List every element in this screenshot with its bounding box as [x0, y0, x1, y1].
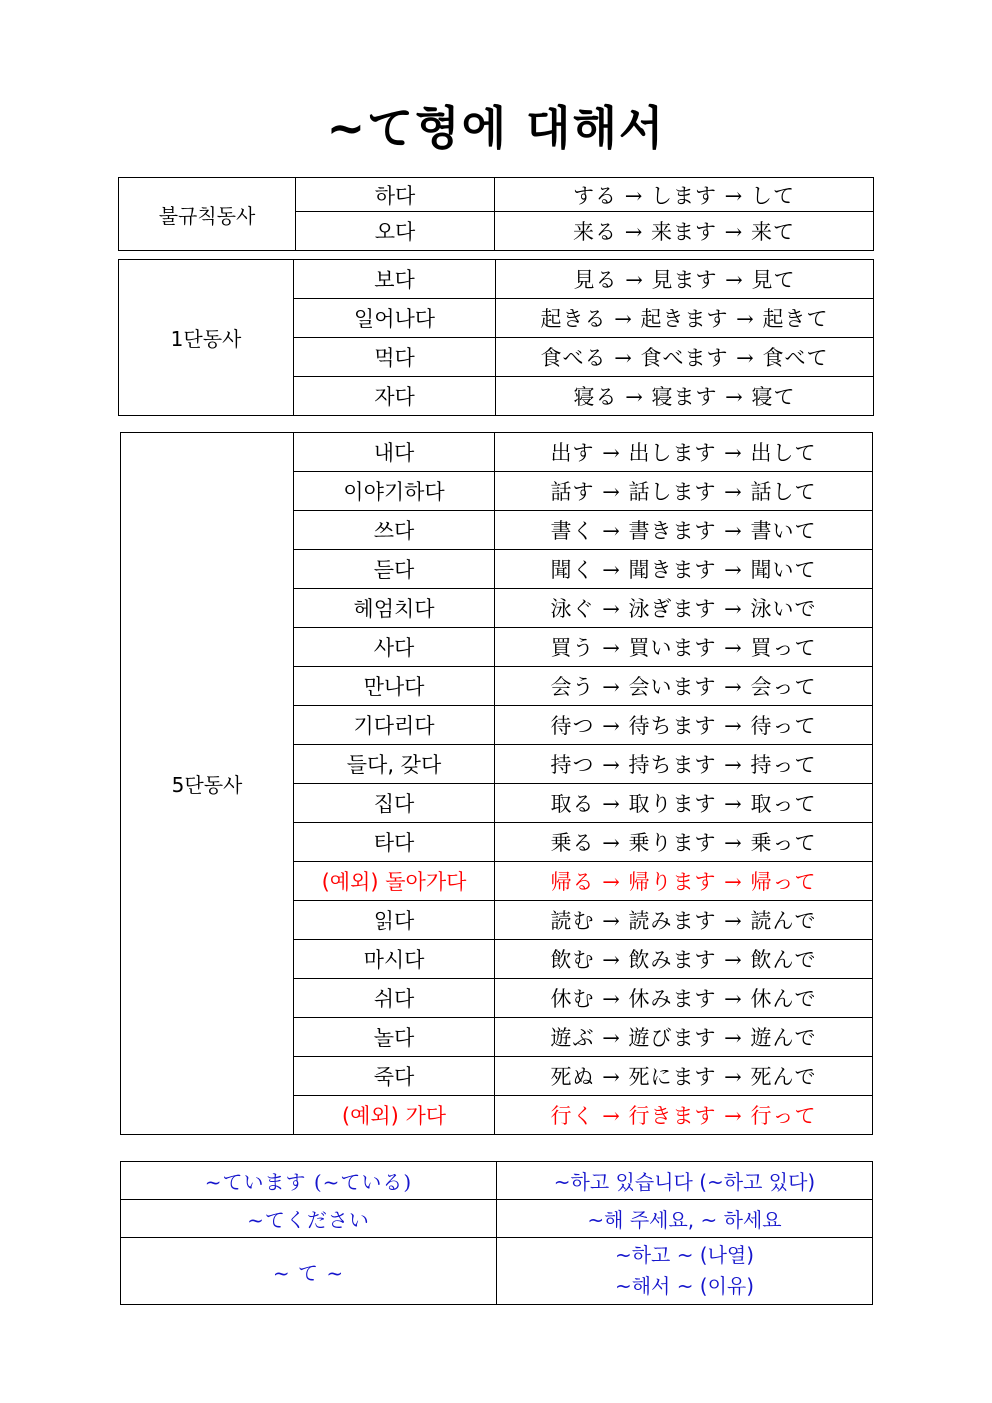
korean-meaning: 사다 [294, 628, 495, 667]
korean-meaning: 집다 [294, 784, 495, 823]
page-title: ~て형에 대해서 [326, 101, 666, 155]
conjugation: 泳ぐ → 泳ぎます → 泳いで [495, 589, 873, 628]
conjugation: 起きる → 起きます → 起きて [496, 299, 874, 338]
conjugation: 待つ → 待ちます → 待って [495, 706, 873, 745]
usage-form: ~てください [121, 1200, 497, 1238]
conjugation: 乗る → 乗ります → 乗って [495, 823, 873, 862]
korean-meaning: 헤엄치다 [294, 589, 495, 628]
korean-meaning: 이야기하다 [294, 472, 495, 511]
conjugation: 話す → 話します → 話して [495, 472, 873, 511]
usage-meaning [497, 1238, 873, 1305]
category-label: 5단동사 [121, 433, 294, 1135]
korean-meaning: 기다리다 [294, 706, 495, 745]
usage-meaning-line: ~해서 ~ (이유) [614, 1274, 755, 1298]
usage-meaning-line: ~하고 ~ (나열) [614, 1243, 755, 1267]
conjugation: 遊ぶ → 遊びます → 遊んで [495, 1018, 873, 1057]
conjugation: 見る → 見ます → 見て [496, 260, 874, 299]
usage-meaning: ~해 주세요, ~ 하세요 [497, 1200, 873, 1238]
usage-form: ~ています (~ている) [121, 1162, 497, 1200]
conjugation-exception: 行く → 行きます → 行って [495, 1096, 873, 1135]
korean-meaning: 쉬다 [294, 979, 495, 1018]
conjugation: 飲む → 飲みます → 飲んで [495, 940, 873, 979]
korean-meaning: 보다 [294, 260, 496, 299]
korean-meaning: 먹다 [294, 338, 496, 377]
conjugation: 会う → 会います → 会って [495, 667, 873, 706]
korean-meaning-exception: (예외) 가다 [294, 1096, 495, 1135]
conjugation: 持つ → 持ちます → 持って [495, 745, 873, 784]
usage-form: ~ て ~ [121, 1238, 497, 1305]
korean-meaning: 오다 [296, 212, 495, 251]
korean-meaning: 내다 [294, 433, 495, 472]
irregular-verbs-table [118, 177, 874, 251]
korean-meaning: 듣다 [294, 550, 495, 589]
korean-meaning: 일어나다 [294, 299, 496, 338]
conjugation-exception: 帰る → 帰ります → 帰って [495, 862, 873, 901]
korean-meaning-exception: (예외) 돌아가다 [294, 862, 495, 901]
usage-table [120, 1161, 873, 1305]
korean-meaning: 만나다 [294, 667, 495, 706]
conjugation: 休む → 休みます → 休んで [495, 979, 873, 1018]
conjugation: 取る → 取ります → 取って [495, 784, 873, 823]
korean-meaning: 하다 [296, 178, 495, 212]
conjugation: 書く → 書きます → 書いて [495, 511, 873, 550]
category-label: 불규칙동사 [119, 178, 296, 251]
korean-meaning: 타다 [294, 823, 495, 862]
category-label: 1단동사 [119, 260, 294, 416]
conjugation: する → します → して [495, 178, 874, 212]
conjugation: 聞く → 聞きます → 聞いて [495, 550, 873, 589]
korean-meaning: 쓰다 [294, 511, 495, 550]
korean-meaning: 마시다 [294, 940, 495, 979]
conjugation: 食べる → 食べます → 食べて [496, 338, 874, 377]
korean-meaning: 자다 [294, 377, 496, 416]
korean-meaning: 들다, 갖다 [294, 745, 495, 784]
korean-meaning: 읽다 [294, 901, 495, 940]
ichidan-verbs-table [118, 259, 874, 416]
conjugation: 来る → 来ます → 来て [495, 212, 874, 251]
conjugation: 読む → 読みます → 読んで [495, 901, 873, 940]
conjugation: 買う → 買います → 買って [495, 628, 873, 667]
usage-meaning: ~하고 있습니다 (~하고 있다) [497, 1162, 873, 1200]
conjugation: 死ぬ → 死にます → 死んで [495, 1057, 873, 1096]
korean-meaning: 놀다 [294, 1018, 495, 1057]
conjugation: 出す → 出します → 出して [495, 433, 873, 472]
korean-meaning: 죽다 [294, 1057, 495, 1096]
conjugation: 寝る → 寝ます → 寝て [496, 377, 874, 416]
godan-verbs-table [120, 432, 873, 1135]
